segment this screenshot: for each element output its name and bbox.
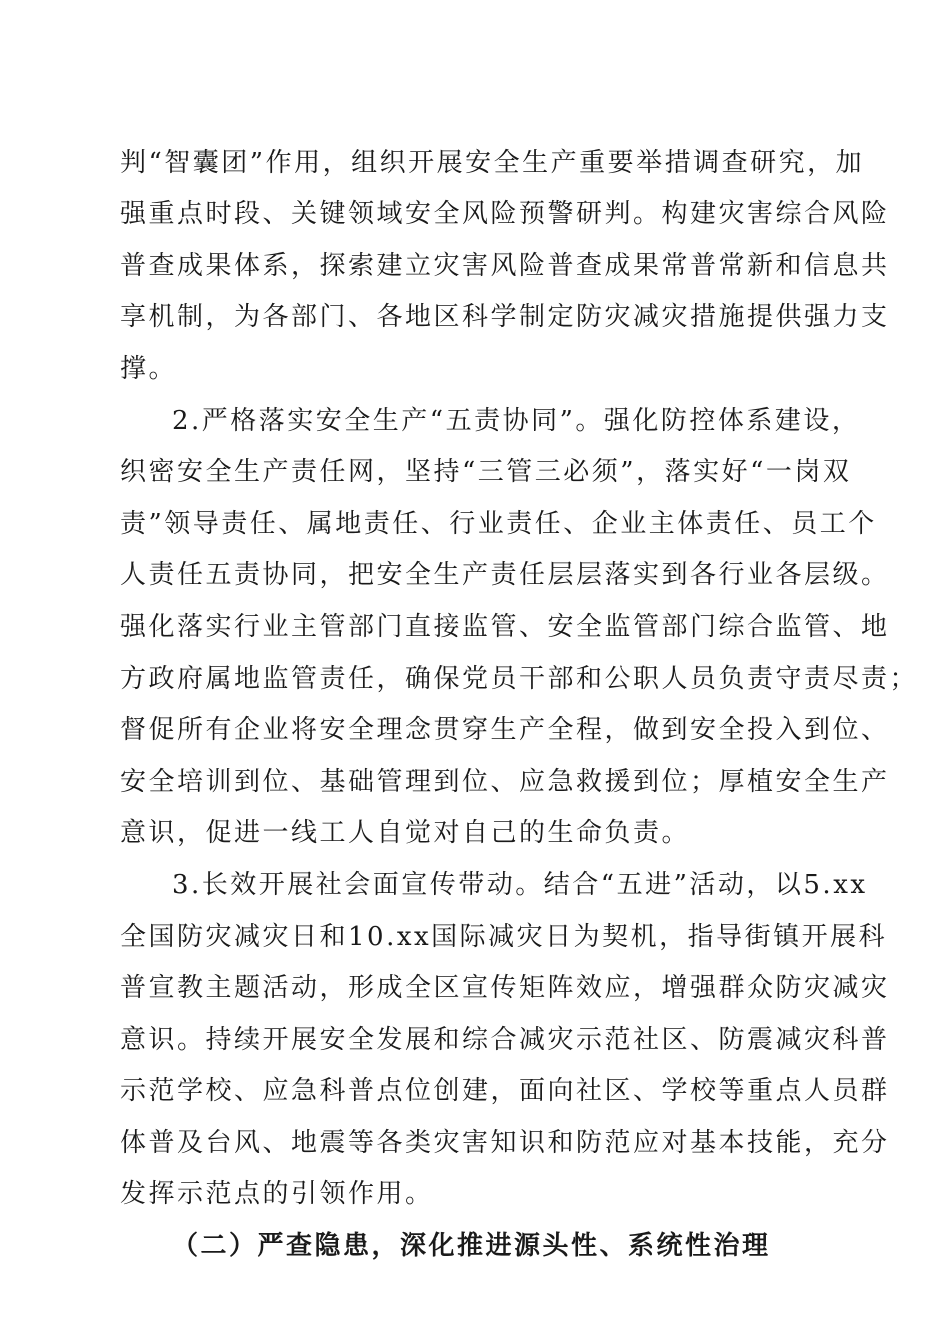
paragraph-line: 撑。 <box>120 354 178 384</box>
paragraph-line: 2.严格落实安全生产“五责协同”。强化防控体系建设， <box>172 406 861 436</box>
paragraph-line: 强化落实行业主管部门直接监管、安全监管部门综合监管、地 <box>120 612 890 642</box>
paragraph-line: 判“智囊团”作用，组织开展安全生产重要举措调查研究，加 <box>120 148 865 178</box>
paragraph-line: 发挥示范点的引领作用。 <box>120 1179 434 1209</box>
paragraph-line: 安全培训到位、基础管理到位、应急救援到位；厚植安全生产 <box>120 767 890 797</box>
paragraph-line: 意识，促进一线工人自觉对自己的生命负责。 <box>120 818 691 848</box>
paragraph-line: 责”领导责任、属地责任、行业责任、企业主体责任、员工个 <box>120 509 877 539</box>
paragraph-line: 普查成果体系，探索建立灾害风险普查成果常普常新和信息共 <box>120 251 890 281</box>
paragraph-line: 人责任五责协同，把安全生产责任层层落实到各行业各层级。 <box>120 560 890 590</box>
paragraph-line: 意识。持续开展安全发展和综合减灾示范社区、防震减灾科普 <box>120 1025 890 1055</box>
paragraph-line: 示范学校、应急科普点位创建，面向社区、学校等重点人员群 <box>120 1076 890 1106</box>
paragraph-line: 享机制，为各部门、各地区科学制定防灾减灾措施提供强力支 <box>120 302 890 332</box>
paragraph-line: 督促所有企业将安全理念贯穿生产全程，做到安全投入到位、 <box>120 715 890 745</box>
paragraph-line: 全国防灾减灾日和10.xx国际减灾日为契机，指导街镇开展科 <box>120 922 888 952</box>
section-heading: （二）严查隐患，深化推进源头性、系统性治理 <box>172 1231 771 1261</box>
paragraph-line: 3.长效开展社会面宣传带动。结合“五进”活动，以5.xx <box>172 870 868 900</box>
paragraph-line: 强重点时段、关键领域安全风险预警研判。构建灾害综合风险 <box>120 199 890 229</box>
paragraph-line: 织密安全生产责任网，坚持“三管三必须”，落实好“一岗双 <box>120 457 852 487</box>
paragraph-line: 方政府属地监管责任，确保党员干部和公职人员负责守责尽责； <box>120 664 919 694</box>
paragraph-line: 普宣教主题活动，形成全区宣传矩阵效应，增强群众防灾减灾 <box>120 973 890 1003</box>
paragraph-line: 体普及台风、地震等各类灾害知识和防范应对基本技能，充分 <box>120 1128 890 1158</box>
